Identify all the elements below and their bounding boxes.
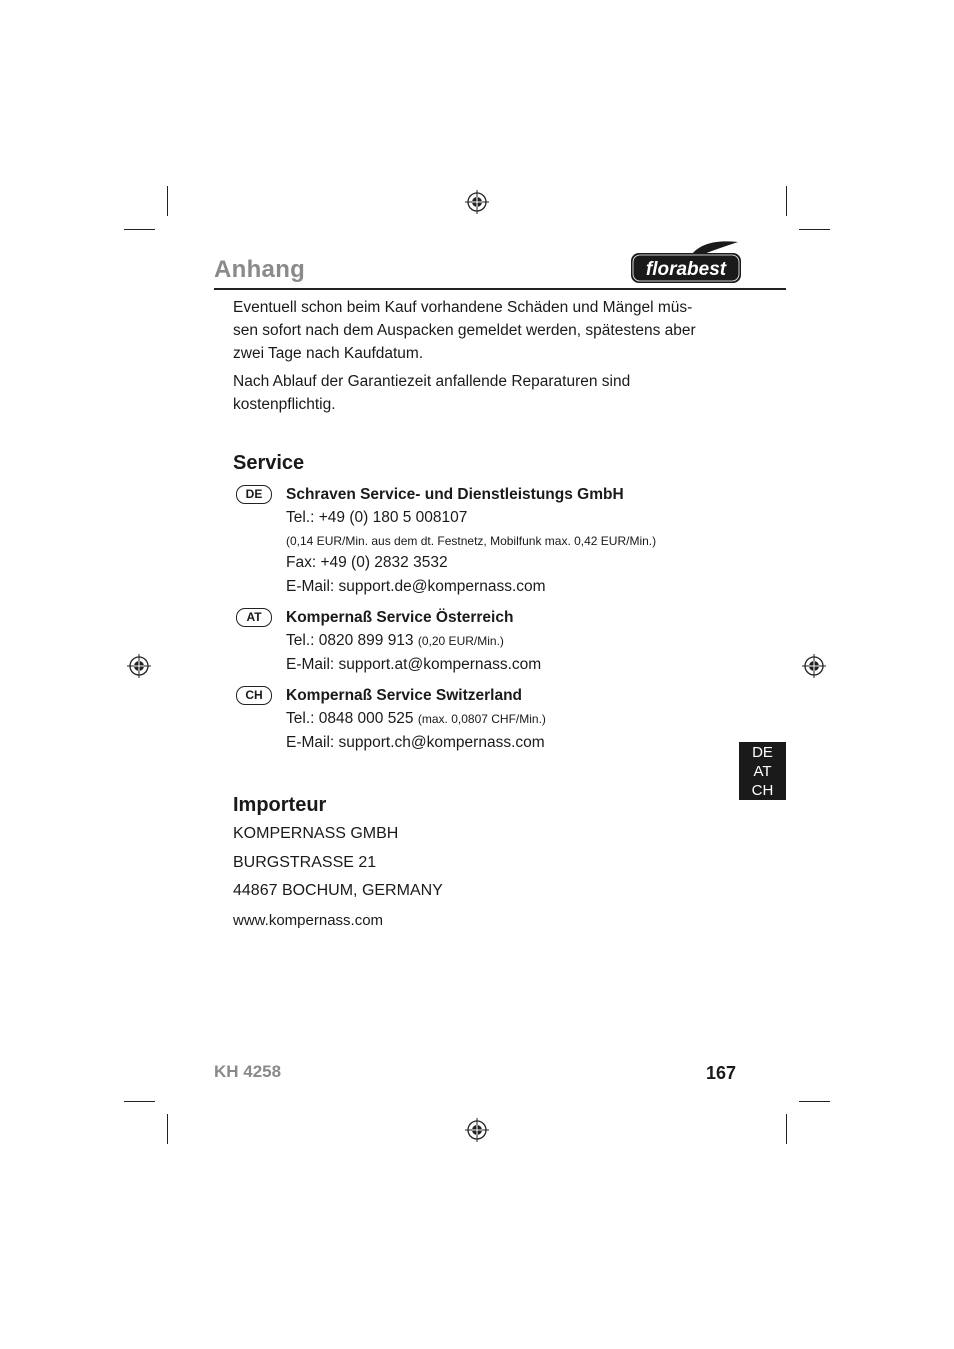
service-de-email: E-Mail: support.de@kompernass.com: [286, 578, 546, 595]
crop-mark: [786, 186, 787, 216]
service-heading: Service: [233, 452, 305, 474]
registration-mark-icon: [465, 190, 489, 214]
crop-mark: [124, 1101, 155, 1102]
service-de-fax: Fax: +49 (0) 2832 3532: [286, 554, 448, 571]
registration-mark-icon: [802, 654, 826, 678]
intro-line: Nach Ablauf der Garantiezeit anfallende Reparaturen sind: [233, 373, 631, 390]
country-badge-de: DE: [236, 485, 272, 504]
intro-paragraph-2: [233, 370, 723, 416]
service-ch-tel: Tel.: 0848 000 525: [286, 710, 414, 727]
intro-line: zwei Tage nach Kaufdatum.: [233, 345, 424, 362]
service-at-company: Kompernaß Service Österreich: [286, 609, 514, 626]
registration-mark-icon: [127, 654, 151, 678]
header-rule: [214, 288, 786, 290]
importer-line-3: 44867 BOCHUM, GERMANY: [233, 882, 443, 899]
service-de-tel: Tel.: +49 (0) 180 5 008107: [286, 509, 468, 526]
service-at-tel-line: [286, 629, 504, 653]
service-at-email: E-Mail: support.at@kompernass.com: [286, 656, 542, 673]
intro-paragraph-1: [233, 296, 723, 365]
service-ch-email: E-Mail: support.ch@kompernass.com: [286, 734, 545, 751]
crop-mark: [167, 1114, 168, 1144]
language-tab-de: DE: [752, 744, 773, 761]
language-tab-ch: CH: [751, 782, 774, 799]
service-de-tel-note: (0,14 EUR/Min. aus dem dt. Festnetz, Mobilfunk max. 0,42 EUR/Min.): [286, 534, 657, 548]
service-at-tel: Tel.: 0820 899 913: [286, 632, 414, 649]
importer-line-1: KOMPERNASS GMBH: [233, 825, 399, 842]
intro-line: sen sofort nach dem Auspacken gemeldet werden, spätestens aber: [233, 322, 696, 339]
page-number: 167: [706, 1063, 737, 1083]
page-title: Anhang: [214, 256, 306, 283]
florabest-logo: [630, 240, 742, 284]
crop-mark: [124, 229, 155, 230]
language-tab-at: AT: [753, 763, 772, 780]
registration-mark-icon: [465, 1118, 489, 1142]
service-de-company: Schraven Service- und Dienstleistungs GmbH: [286, 486, 624, 503]
service-ch-company: Kompernaß Service Switzerland: [286, 687, 523, 704]
crop-mark: [786, 1114, 787, 1144]
crop-mark: [799, 1101, 830, 1102]
service-ch-tel-note: (max. 0,0807 CHF/Min.): [417, 712, 546, 726]
service-at-tel-note: (0,20 EUR/Min.): [417, 634, 504, 648]
footer-model: KH 4258: [214, 1062, 282, 1081]
crop-mark: [167, 186, 168, 216]
importer-line-2: BURGSTRASSE 21: [233, 854, 377, 871]
intro-line: Eventuell schon beim Kauf vorhandene Schäden und Mängel müs-: [233, 299, 693, 316]
country-badge-at: AT: [236, 608, 272, 627]
intro-line: kostenpflichtig.: [233, 396, 336, 413]
importer-website: www.kompernass.com: [233, 912, 384, 929]
country-badge-ch: CH: [236, 686, 272, 705]
logo-text: florabest: [645, 259, 727, 280]
importer-heading: Importeur: [233, 794, 327, 816]
language-tab: [739, 742, 786, 800]
service-ch-tel-line: [286, 707, 546, 731]
crop-mark: [799, 229, 830, 230]
